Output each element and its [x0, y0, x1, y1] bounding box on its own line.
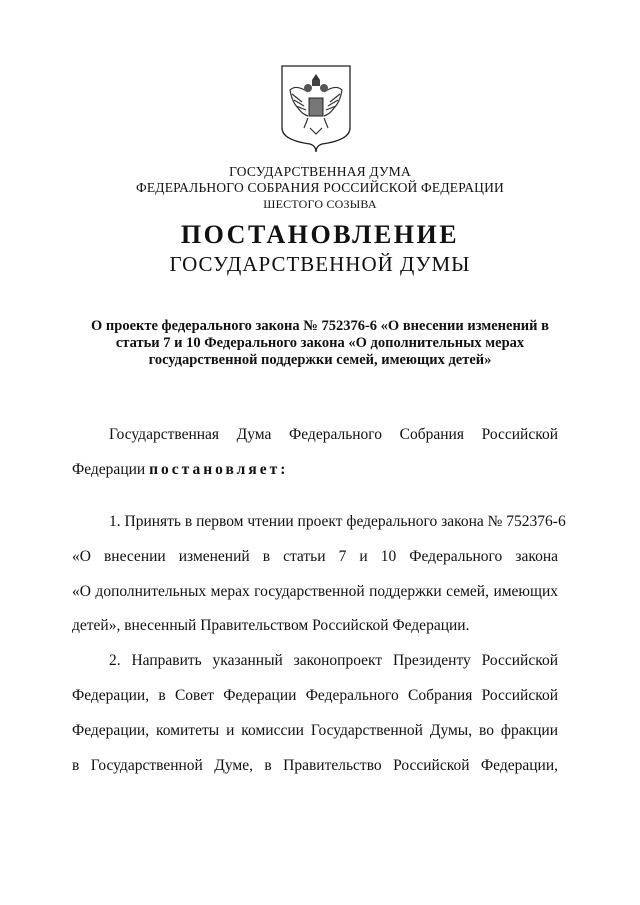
preamble-line: Государственная Дума Федерального Собрания Российской: [109, 426, 558, 443]
resolves-word: постановляет:: [149, 461, 289, 478]
subject-line: статьи 7 и 10 Федерального закона «О дополнительных мерах: [115, 335, 525, 351]
header-convocation: ШЕСТОГО СОЗЫВА: [263, 197, 377, 211]
item1-line: 1. Принять в первом чтении проект федерального закона № 752376-6: [109, 513, 566, 530]
header-org-line1: ГОСУДАРСТВЕННАЯ ДУМА: [229, 164, 411, 179]
item2-line: 2. Направить указанный законопроект Президенту Российской: [109, 652, 558, 669]
document-subtitle: ГОСУДАРСТВЕННОЙ ДУМЫ: [169, 252, 471, 276]
coat-of-arms-emblem: [278, 62, 354, 154]
item2-line: Федерации, в Совет Федерации Федерального Собрания Российской: [72, 687, 558, 704]
preamble-prefix: Федерации: [72, 461, 150, 478]
item2-line: в Государственной Думе, в Правительство Российской Федерации,: [72, 757, 558, 774]
item2-line: Федерации, комитеты и комиссии Государственной Думы, во фракции: [72, 722, 558, 739]
preamble-line: [72, 461, 558, 479]
header-org-line2: ФЕДЕРАЛЬНОГО СОБРАНИЯ РОССИЙСКОЙ ФЕДЕРАЦИИ: [136, 180, 504, 195]
item1-line: детей», внесенный Правительством Российской Федерации.: [72, 617, 470, 634]
subject-line: О проекте федерального закона № 752376-6 «О внесении изменений в: [91, 318, 549, 334]
item1-line: «О внесении изменений в статьи 7 и 10 Федерального закона: [72, 548, 558, 565]
item1-line: «О дополнительных мерах государственной поддержки семей, имеющих: [72, 583, 558, 600]
subject-line: государственной поддержки семей, имеющих детей»: [148, 352, 492, 368]
document-title: ПОСТАНОВЛЕНИЕ: [180, 220, 460, 249]
